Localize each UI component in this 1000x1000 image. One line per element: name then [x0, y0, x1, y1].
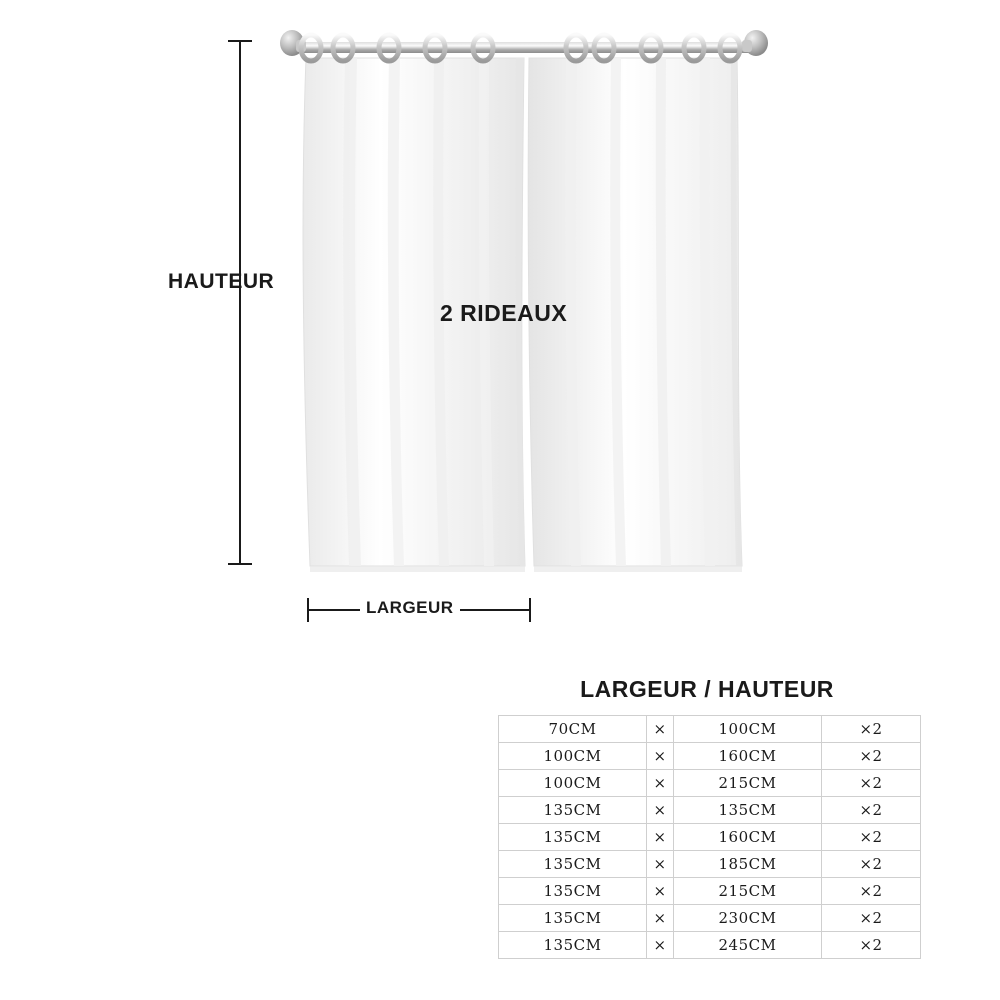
curtain-count-label: 2 RIDEAUX: [440, 300, 568, 326]
cell-height: 215CM: [674, 770, 822, 797]
table-row: [499, 851, 921, 878]
cell-quantity: ×2: [822, 905, 921, 932]
cell-quantity: ×2: [822, 932, 921, 959]
cell-height: 245CM: [674, 932, 822, 959]
table-row: [499, 905, 921, 932]
cell-separator: ×: [647, 824, 674, 851]
cell-width: 135CM: [499, 932, 647, 959]
cell-separator: ×: [647, 905, 674, 932]
cell-quantity: ×2: [822, 743, 921, 770]
table-row: [499, 770, 921, 797]
cell-separator: ×: [647, 770, 674, 797]
cell-height: 100CM: [674, 716, 822, 743]
cell-height: 135CM: [674, 797, 822, 824]
cell-quantity: ×2: [822, 824, 921, 851]
cell-height: 230CM: [674, 905, 822, 932]
cell-quantity: ×2: [822, 716, 921, 743]
cell-separator: ×: [647, 716, 674, 743]
width-dimension-cap-right: [529, 598, 531, 622]
cell-quantity: ×2: [822, 851, 921, 878]
table-row: [499, 824, 921, 851]
cell-height: 160CM: [674, 743, 822, 770]
table-row: [499, 932, 921, 959]
size-table-section: [498, 676, 916, 959]
width-label: LARGEUR: [360, 598, 460, 618]
size-table-title: LARGEUR / HAUTEUR: [580, 676, 834, 702]
cell-height: 160CM: [674, 824, 822, 851]
cell-width: 70CM: [499, 716, 647, 743]
cell-quantity: ×2: [822, 770, 921, 797]
table-row: [499, 743, 921, 770]
height-dimension-line: [239, 40, 241, 565]
cell-width: 135CM: [499, 824, 647, 851]
cell-separator: ×: [647, 743, 674, 770]
table-row: [499, 878, 921, 905]
cell-quantity: ×2: [822, 878, 921, 905]
cell-quantity: ×2: [822, 797, 921, 824]
cell-height: 185CM: [674, 851, 822, 878]
cell-width: 135CM: [499, 878, 647, 905]
cell-width: 100CM: [499, 743, 647, 770]
table-row: [499, 797, 921, 824]
cell-separator: ×: [647, 797, 674, 824]
table-row: [499, 716, 921, 743]
cell-width: 135CM: [499, 905, 647, 932]
cell-height: 215CM: [674, 878, 822, 905]
cell-width: 135CM: [499, 851, 647, 878]
height-dimension-cap-bottom: [228, 563, 252, 565]
cell-separator: ×: [647, 878, 674, 905]
cell-separator: ×: [647, 932, 674, 959]
size-table: [498, 715, 921, 959]
cell-width: 100CM: [499, 770, 647, 797]
cell-separator: ×: [647, 851, 674, 878]
cell-width: 135CM: [499, 797, 647, 824]
height-label: HAUTEUR: [168, 270, 275, 293]
